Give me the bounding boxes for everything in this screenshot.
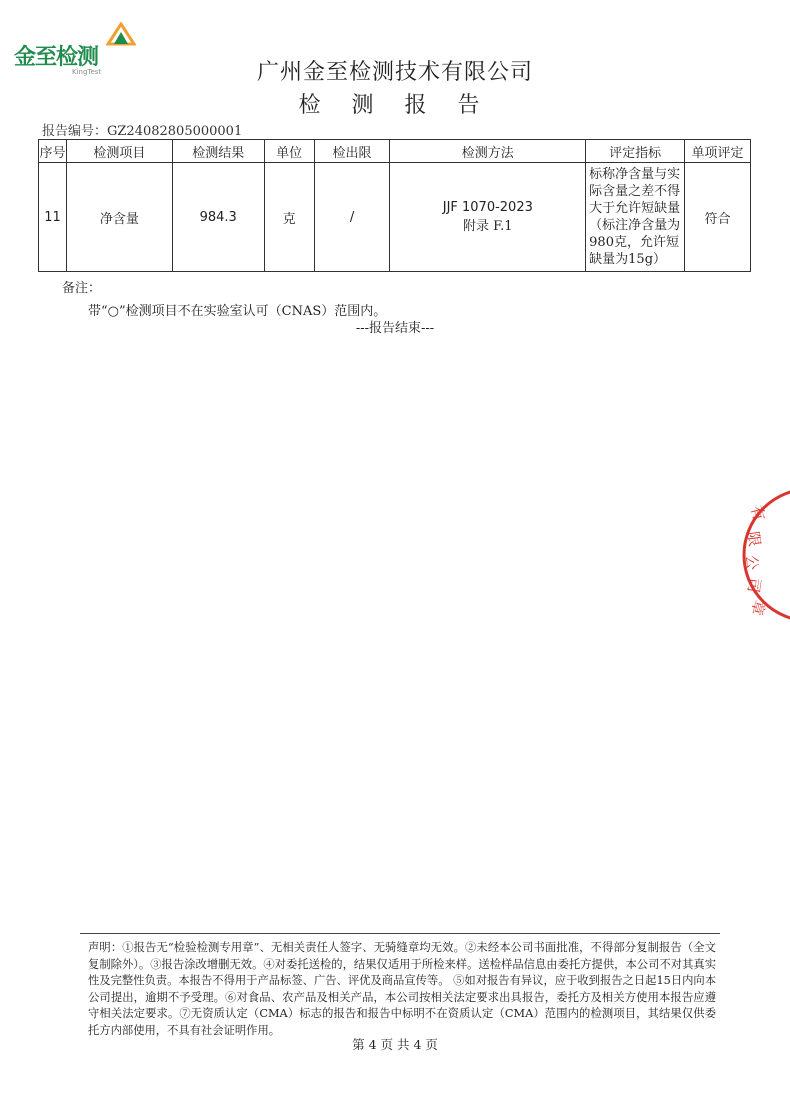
company-name: 广州金至检测技术有限公司 <box>256 60 533 85</box>
svg-text:公: 公 <box>743 555 761 571</box>
method-standard: JJF 1070-2023 <box>442 200 533 215</box>
header-judgement: 单项评定 <box>685 140 751 163</box>
cell-result: 984.3 <box>172 163 264 272</box>
header-method: 检测方法 <box>390 140 586 163</box>
svg-text:司: 司 <box>744 576 764 594</box>
cell-seq: 11 <box>39 163 67 272</box>
report-number: 报告编号：GZ24082805000001 <box>42 124 243 139</box>
header-seq: 序号 <box>39 140 67 163</box>
report-title: 检 测 报 告 <box>298 93 492 118</box>
table-row <box>39 163 751 272</box>
report-end-line: ---报告结束--- <box>355 321 435 336</box>
cell-limit: / <box>314 163 390 272</box>
cell-criterion: 标称净含量与实际含量之差不得大于允许短缺量（标注净含量为980克，允许短缺量为15g） <box>586 163 685 272</box>
logo-mark-icon <box>106 22 136 48</box>
notes-label: 备注： <box>62 281 102 296</box>
cell-unit: 克 <box>264 163 314 272</box>
svg-text:限: 限 <box>743 530 764 548</box>
cell-item: 净含量 <box>66 163 172 272</box>
header-item: 检测项目 <box>66 140 172 163</box>
results-table <box>38 139 751 272</box>
company-seal-stamp <box>735 485 790 625</box>
logo-subtext: KingTest <box>72 68 102 76</box>
header-limit: 检出限 <box>314 140 390 163</box>
disclaimer-statement: 声明：①报告无“检验检测专用章”、无相关责任人签字、无骑缝章均无效。②未经本公司书面批准，不得部分复制报告（全文复制除外）。③报告涂改增删无效。④对委托送检的，结果仅适用于所检来样。送检样品信息由委托方提供，本公司不对其真实性及完整性负责。本报告不得用于产品标签、广告、评优及商品宣传等。 ⑤如对报告有异议，应于收到报告之日起15日内向本公司提出，逾期不予受理。⑥对食品、农产品及相关产品，本公司按相关法定要求出具报告，委托方及相关方使用本报告应遵守相关法定要求。⑦无资质认定（CMA）标志的报告和报告中标明不在资质认定（CMA）范围内的检测项目，其结果仅供委托方内部使用，不具有社会证明作用。 <box>88 941 717 1037</box>
notes-text: 带“○”检测项目不在实验室认可（CNAS）范围内。 <box>88 304 387 319</box>
header-criterion: 评定指标 <box>586 140 685 163</box>
footer-divider <box>80 933 720 934</box>
header-unit: 单位 <box>264 140 314 163</box>
method-annex: 附录 F.1 <box>463 219 513 234</box>
cell-method <box>390 163 586 272</box>
page-number: 第 4 页 共 4 页 <box>352 1037 438 1052</box>
table-header-row <box>39 140 751 163</box>
logo-name: 金至检测 <box>14 45 99 70</box>
cell-judgement: 符合 <box>685 163 751 272</box>
header-result: 检测结果 <box>172 140 264 163</box>
svg-text:章: 章 <box>747 598 769 618</box>
svg-text:有: 有 <box>747 503 769 523</box>
